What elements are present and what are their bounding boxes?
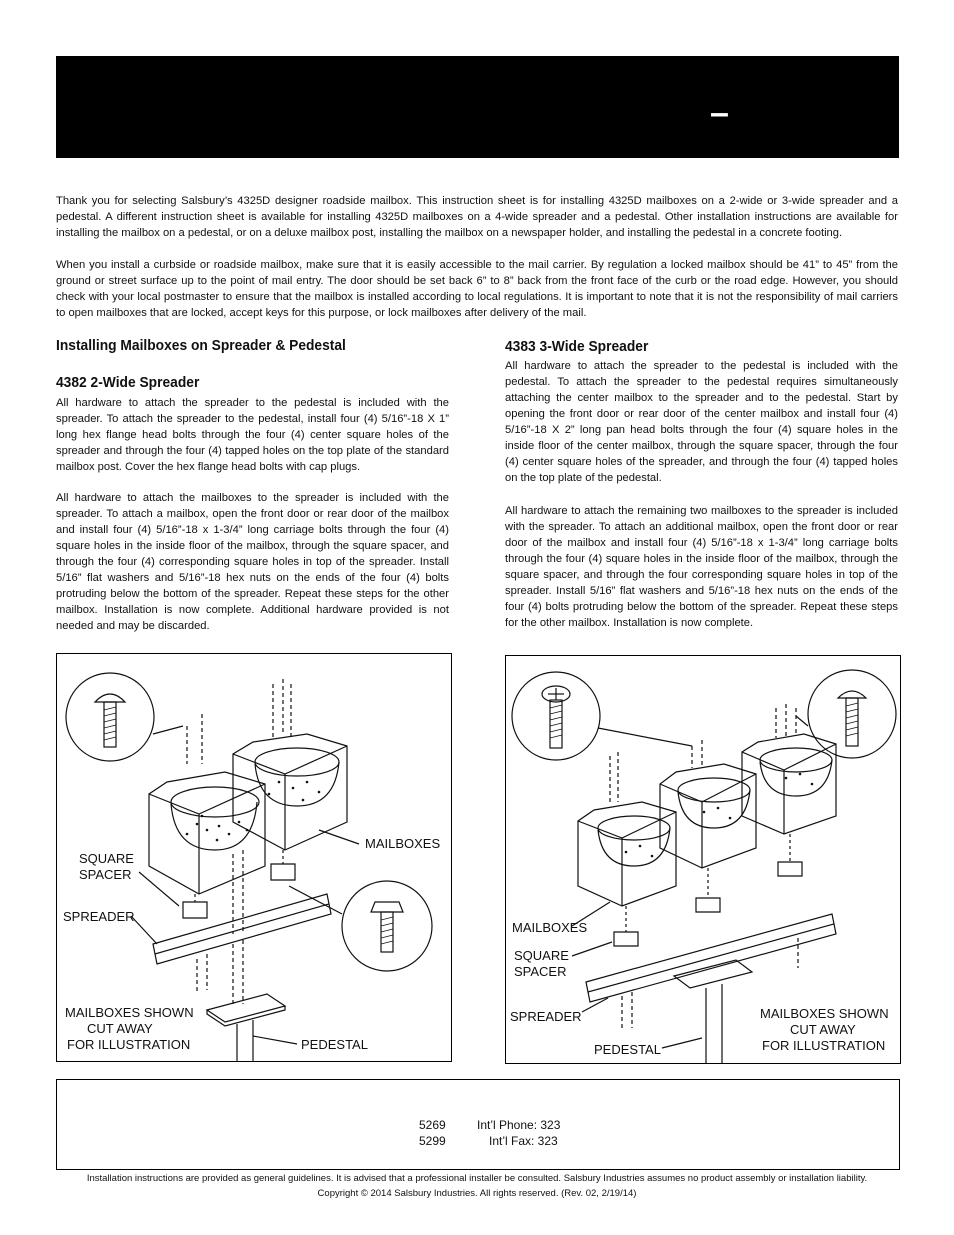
carriage-bolt-detail: [66, 673, 154, 761]
section-title: Installing Mailboxes on Spreader & Pedestal: [56, 337, 346, 354]
fax-number: 5299: [419, 1134, 446, 1148]
label-pedestal: PEDESTAL: [301, 1037, 368, 1052]
right-heading: 4383 3-Wide Spreader: [505, 338, 649, 355]
label-shown-1: MAILBOXES SHOWN: [760, 1006, 889, 1021]
phone-number: 5269: [419, 1118, 446, 1132]
intro-paragraph-1: Thank you for selecting Salsbury’s 4325D designer roadside mailbox. This instruction sheet is for installing 4325D mailboxes on a 2-wide or 3-wide spreader and a pedestal. A different instruction sheet is available for installing 4325D mailboxes on a 4-wide spreader and a pedestal. Other installation instructions are available for installing the mailbox on a pedestal, or on a deluxe mailbox post, installing the mailbox on a newspaper holder, and installing the pedestal in a concrete footing.: [56, 195, 898, 239]
intro-paragraph-2: When you install a curbside or roadside mailbox, make sure that it is easily accessible to the mail carrier. By regulation a locked mailbox should be 41” to 45” from the ground or street surface up to the point of mail entry. The door should be set back 6” to 8” back from the front face of the curb or the road edge. However, you should check with your local postmaster to ensure that the mailbox is installed according to local regulations. It is important to note that it is not the responsibility of mail carriers to open mailboxes that are locked, accept keys for this purpose, or lock mailboxes after delivery of the mail.: [56, 259, 898, 319]
left-paragraph-1: All hardware to attach the spreader to the pedestal is included with the spreader. To attach the spreader to the pedestal, install four (4) 5/16”-18 X 1” long hex flange head bolts through the four (4) center square holes of the spreader and through the four (4) tapped holes on the top plate of the standard mailbox post. Cover the hex flange head bolts with cap plugs.: [56, 397, 449, 473]
label-shown-2: CUT AWAY: [87, 1021, 153, 1036]
label-shown-3: FOR ILLUSTRATION: [67, 1037, 191, 1052]
intl-fax: Int’l Fax: 323: [489, 1134, 558, 1148]
contact-box: [56, 1079, 900, 1170]
figure-2-wide-drawing: [57, 654, 451, 1061]
label-spreader: SPREADER: [63, 909, 135, 924]
label-mailboxes: MAILBOXES: [512, 920, 588, 935]
right-paragraph-1: All hardware to attach the spreader to the pedestal is included with the pedestal. To attach the spreader to the pedestal requires simultaneously attaching the center mailbox to the spreader and to the pedestal. Start by opening the front door or rear door of the center mailbox and install four (4) 5/16”-18 X 2” long pan head bolts through the four (4) square holes in the inside floor of the center mailbox, through the square spacer, through the four (4) center square holes of the spreader, and through the four (4) tapped holes on the top plate of the pedestal.: [505, 360, 898, 484]
copyright: Copyright © 2014 Salsbury Industries. All rights reserved. (Rev. 02, 2/19/14): [317, 1188, 637, 1199]
header-banner: [56, 56, 899, 158]
banner-dash: –: [710, 94, 729, 132]
pan-head-bolt-detail: [512, 672, 600, 760]
label-shown-1: MAILBOXES SHOWN: [65, 1005, 194, 1020]
figure-2-wide: [56, 653, 452, 1062]
left-paragraph-2: All hardware to attach the mailboxes to the spreader is included with the spreader. To attach a mailbox, open the front door or rear door of the mailbox and install four (4) 5/16”-18 x 1-3/4” long carriage bolts through the four (4) square holes in the inside floor of the mailbox, through the square spacer, and through the four (4) corresponding square holes in top of the spreader. Install 5/16” flat washers and 5/16”-18 hex nuts on the ends of the four (4) bolts protruding below the bottom of the spreader. Repeat these steps for the other mailbox. Installation is now complete. Additional hardware provided is not needed and may be discarded.: [56, 492, 449, 632]
label-square: SQUARE: [514, 948, 569, 963]
figure-3-wide-drawing: [506, 656, 900, 1063]
label-shown-3: FOR ILLUSTRATION: [762, 1038, 886, 1053]
disclaimer: Installation instructions are provided as general guidelines. It is advised that a professional installer be consulted. Salsbury Industries assumes no product assembly or installation liability.: [86, 1173, 868, 1184]
label-pedestal: PEDESTAL: [594, 1042, 661, 1057]
label-spacer: SPACER: [79, 867, 132, 882]
hex-bolt-detail: [342, 881, 432, 971]
label-shown-2: CUT AWAY: [790, 1022, 856, 1037]
carriage-bolt-detail-right: [808, 670, 896, 758]
right-paragraph-2: All hardware to attach the remaining two mailboxes to the spreader is included with the spreader. To attach an additional mailbox, open the front door or rear door of the mailbox and install four (4) 5/16”-18 x 1-3/4” long carriage bolts through the four (4) square holes in the inside floor of the mailbox, through the square spacer, and through the four corresponding square holes in top of the spreader. Install 5/16” flat washers and 5/16”-18 hex nuts on the ends of the four (4) bolts protruding below the bottom of the spreader. Repeat these steps for the other mailbox. Installation is now complete.: [505, 505, 898, 629]
label-square: SQUARE: [79, 851, 134, 866]
label-spreader: SPREADER: [510, 1009, 582, 1024]
left-heading: 4382 2-Wide Spreader: [56, 374, 200, 391]
figure-3-wide: [505, 655, 901, 1064]
intl-phone: Int’l Phone: 323: [477, 1118, 561, 1132]
label-mailboxes: MAILBOXES: [365, 836, 441, 851]
label-spacer: SPACER: [514, 964, 567, 979]
